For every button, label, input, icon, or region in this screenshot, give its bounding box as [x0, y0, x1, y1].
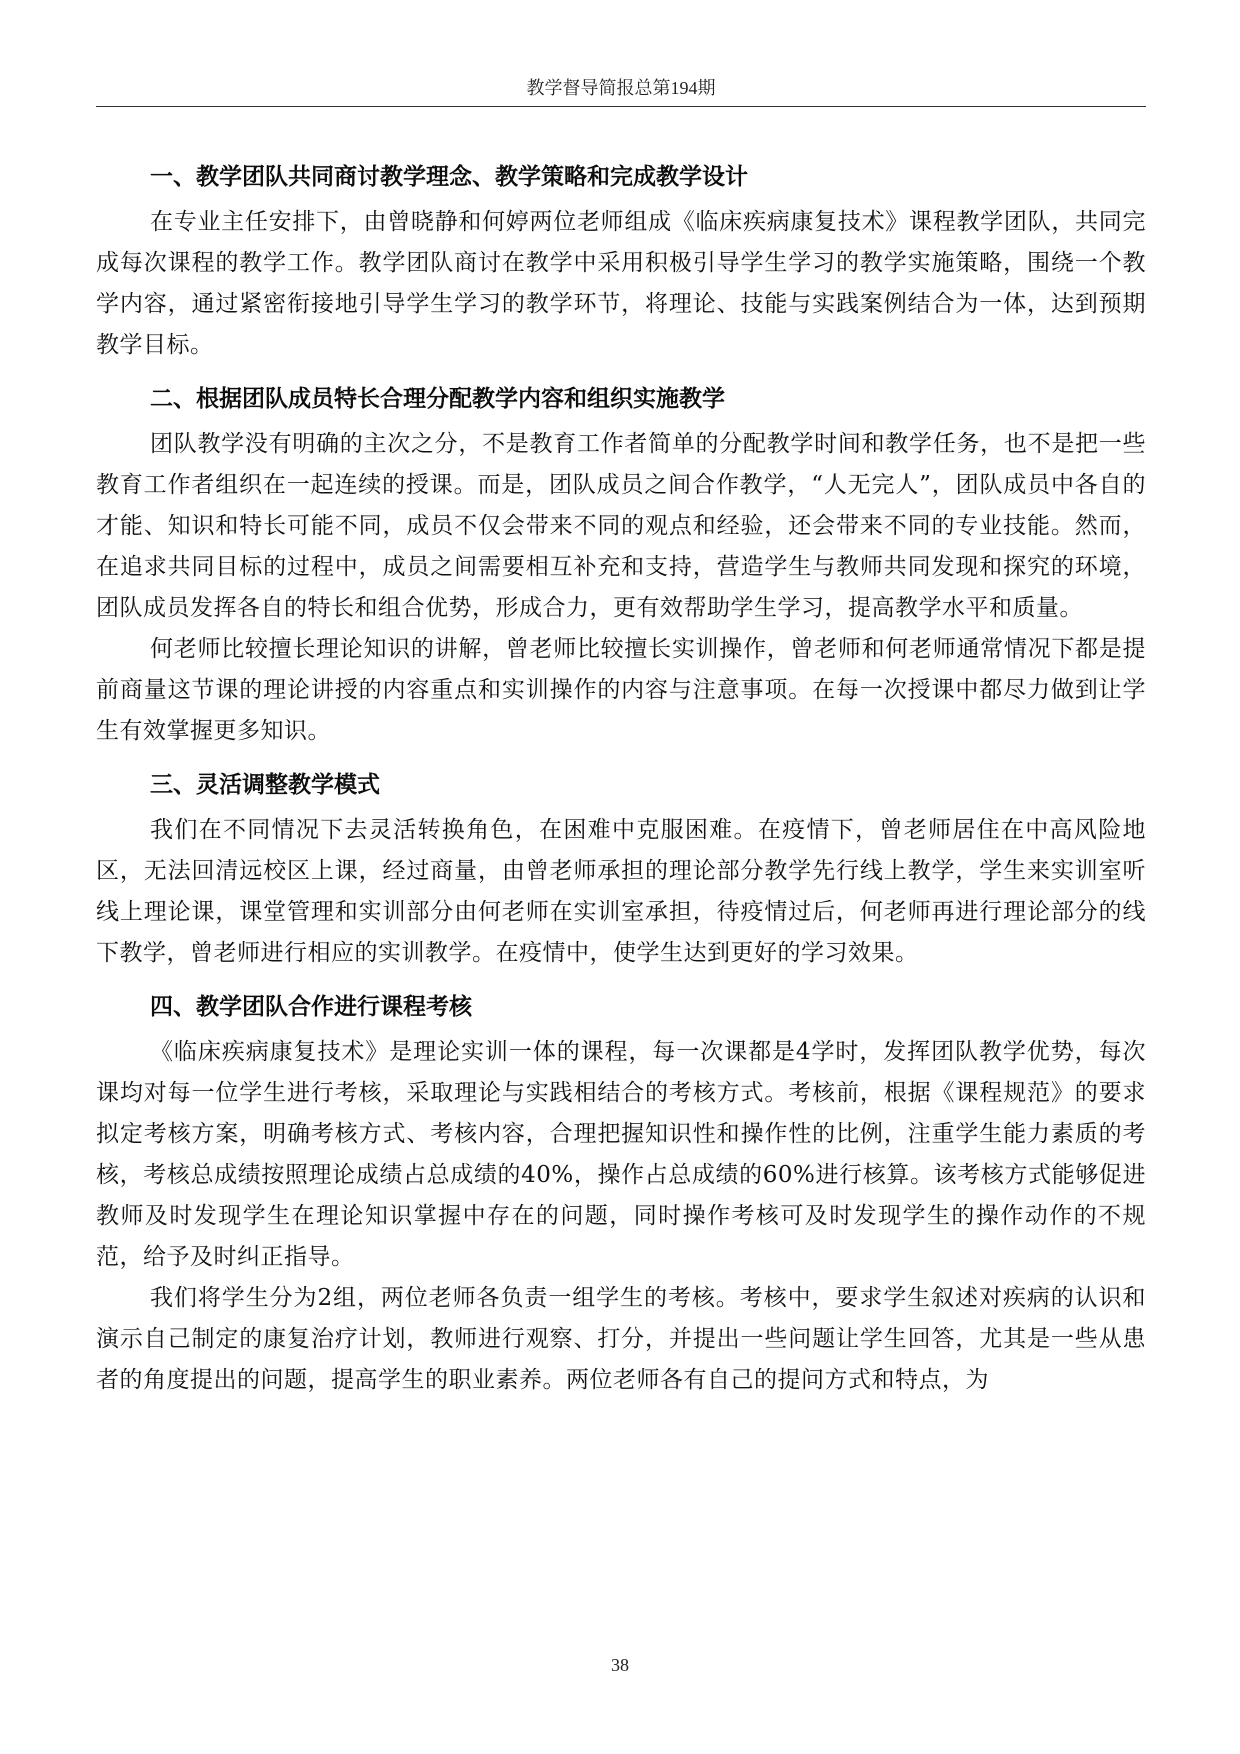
section-2-paragraph-1: 团队教学没有明确的主次之分，不是教育工作者简单的分配教学时间和教学任务，也不是把一些教育工作者组织在一起连续的授课。而是，团队成员之间合作教学，“人无完人”，团队成员中各自的才能、知识和特长可能不同，成员不仅会带来不同的观点和经验，还会带来不同的专业技能。然而，在追求共同目标的过程中，成员之间需要相互补充和支持，营造学生与教师共同发现和探究的环境，团队成员发挥各自的特长和组合优势，形成合力，更有效帮助学生学习，提高教学水平和质量。 — [96, 431, 1146, 621]
section-4-paragraph-1: 《临床疾病康复技术》是理论实训一体的课程，每一次课都是4学时，发挥团队教学优势，每次课均对每一位学生进行考核，采取理论与实践相结合的考核方式。考核前，根据《课程规范》的要求拟定考核方案，明确考核方式、考核内容，合理把握知识性和操作性的比例，注重学生能力素质的考核，考核总成绩按照理论成绩占总成绩的40%，操作占总成绩的60%进行核算。该考核方式能够促进教师及时发现学生在理论知识掌握中存在的问题，同时操作考核可及时发现学生的操作动作的不规范，给予及时纠正指导。 — [96, 1039, 1146, 1270]
section-1-paragraph-1: 在专业主任安排下，由曾晓静和何婷两位老师组成《临床疾病康复技术》课程教学团队，共同完成每次课程的教学工作。教学团队商讨在教学中采用积极引导学生学习的教学实施策略，围绕一个教学内容，通过紧密衔接地引导学生学习的教学环节，将理论、技能与实践案例结合为一体，达到预期教学目标。 — [96, 209, 1146, 358]
section-3-paragraph-1: 我们在不同情况下去灵活转换角色，在困难中克服困难。在疫情下，曾老师居住在中高风险地区，无法回清远校区上课，经过商量，由曾老师承担的理论部分教学先行线上教学，学生来实训室听线上理论课，课堂管理和实训部分由何老师在实训室承担，待疫情过后，何老师再进行理论部分的线下教学，曾老师进行相应的实训教学。在疫情中，使学生达到更好的学习效果。 — [96, 817, 1146, 966]
section-4-paragraph-2: 我们将学生分为2组，两位老师各负责一组学生的考核。考核中，要求学生叙述对疾病的认识和演示自己制定的康复治疗计划，教师进行观察、打分，并提出一些问题让学生回答，尤其是一些从患者的角度提出的问题，提高学生的职业素养。两位老师各有自己的提问方式和特点，为 — [96, 1285, 1146, 1393]
header-divider — [96, 106, 1146, 107]
section-heading-2: 二、根据团队成员特长合理分配教学内容和组织实施教学 — [150, 386, 725, 412]
document-body — [96, 152, 1146, 1401]
section-heading-3: 三、灵活调整教学模式 — [150, 772, 380, 798]
section-heading-4: 四、教学团队合作进行课程考核 — [150, 994, 472, 1020]
page-number: 38 — [611, 1655, 629, 1675]
section-heading-1: 一、教学团队共同商讨教学理念、教学策略和完成教学设计 — [150, 164, 748, 190]
running-header: 教学督导简报总第194期 — [526, 78, 716, 98]
section-2-paragraph-2: 何老师比较擅长理论知识的讲解，曾老师比较擅长实训操作，曾老师和何老师通常情况下都是提前商量这节课的理论讲授的内容重点和实训操作的内容与注意事项。在每一次授课中都尽力做到让学生有效掌握更多知识。 — [96, 636, 1146, 744]
